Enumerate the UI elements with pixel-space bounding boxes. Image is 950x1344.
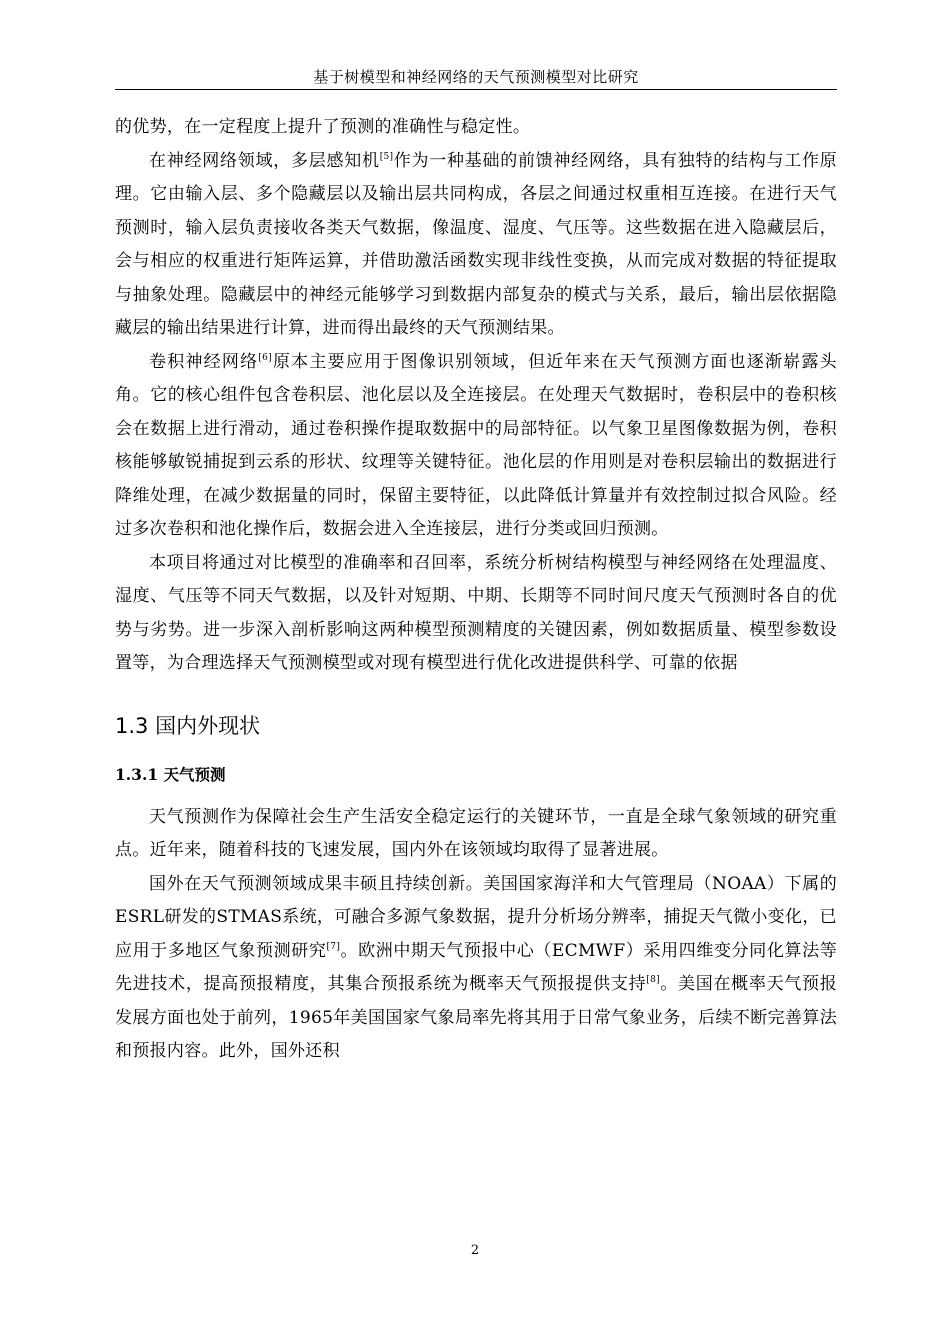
header-divider xyxy=(115,89,837,90)
citation-6: [6] xyxy=(258,352,273,363)
paragraph-project-goal: 本项目将通过对比模型的准确率和召回率，系统分析树结构模型与神经网络在处理温度、湿度、气压等不同天气数据，以及针对短期、中期、长期等不同时间尺度天气预测时各自的优势与劣势。进一步深入剖析影响这两种模型预测精度的关键因素，例如数据质量、模型参数设置等，为合理选择天气预测模型或对现有模型进行优化改进提供科学、可靠的依据 xyxy=(115,552,837,673)
running-header: 基于树模型和神经网络的天气预测模型对比研究 xyxy=(313,68,639,86)
citation-7: [7] xyxy=(326,941,341,952)
paragraph-mlp-text-b: 作为一种基础的前馈神经网络，具有独特的结构与工作原理。它由输入层、多个隐藏层以及输出层共同构成，各层之间通过权重相互连接。在进行天气预测时，输入层负责接收各类天气数据，像温度、湿度、气压等。这些数据在进入隐藏层后，会与相应的权重进行矩阵运算，并借助激活函数实现非线性变换，从而完成对数据的特征提取与抽象处理。隐藏层中的神经元能够学习到数据内部复杂的模式与关系，最后，输出层依据隐藏层的输出结果进行计算，进而得出最终的天气预测结果。 xyxy=(115,150,838,338)
paragraph-foreign-research xyxy=(115,868,837,1069)
paragraph-foreign-text-b: 。欧洲中期天气预报中心（ECMWF）采用四维变分同化算法等先进技术，提高预报精度，其集合预报系统为概率天气预报提供支持 xyxy=(115,940,837,994)
paragraph-mlp-text-a: 在神经网络领域，多层感知机 xyxy=(149,150,380,171)
page-body xyxy=(115,111,837,1069)
page-number: 2 xyxy=(470,1243,480,1258)
section-heading: 1.3 国内外现状 xyxy=(115,713,261,738)
citation-8: [8] xyxy=(646,975,660,985)
paragraph-foreign-text-c: 。美国在概率天气预报发展方面也处于前列，1965年美国国家气象局率先将其用于日常气象业务，后续不断完善算法和预报内容。此外，国外还积 xyxy=(115,974,838,1061)
citation-5: [5] xyxy=(379,151,394,162)
paragraph-weather-intro: 天气预测作为保障社会生产生活安全稳定运行的关键环节，一直是全球气象领域的研究重点。近年来，随着科技的飞速发展，国内外在该领域均取得了显著进展。 xyxy=(115,806,837,860)
subsection-heading: 1.3.1 天气预测 xyxy=(115,764,226,784)
paragraph-foreign-text-a: 国外在天气预测领域成果丰硕且持续创新。美国国家海洋和大气管理局（NOAA）下属的ESRL研发的STMAS系统，可融合多源气象数据，提升分析场分辨率，捕捉天气微小变化，已应用于多地区气象预测研究 xyxy=(115,873,837,961)
paragraph-mlp xyxy=(115,145,837,346)
paragraph-cnn xyxy=(115,346,837,547)
paragraph-cnn-text-b: 原本主要应用于图像识别领域，但近年来在天气预测方面也逐渐崭露头角。它的核心组件包含卷积层、池化层以及全连接层。在处理天气数据时，卷积层中的卷积核会在数据上进行滑动，通过卷积操作提取数据中的局部特征。以气象卫星图像数据为例，卷积核能够敏锐捕捉到云系的形状、纹理等关键特征。池化层的作用则是对卷积层输出的数据进行降维处理，在减少数据量的同时，保留主要特征，以此降低计算量并有效控制过拟合风险。经过多次卷积和池化操作后，数据会进入全连接层，进行分类或回归预测。 xyxy=(115,351,837,539)
paragraph-continuation: 的优势，在一定程度上提升了预测的准确性与稳定性。 xyxy=(115,117,531,137)
paragraph-cnn-text-a: 卷积神经网络 xyxy=(149,351,259,372)
